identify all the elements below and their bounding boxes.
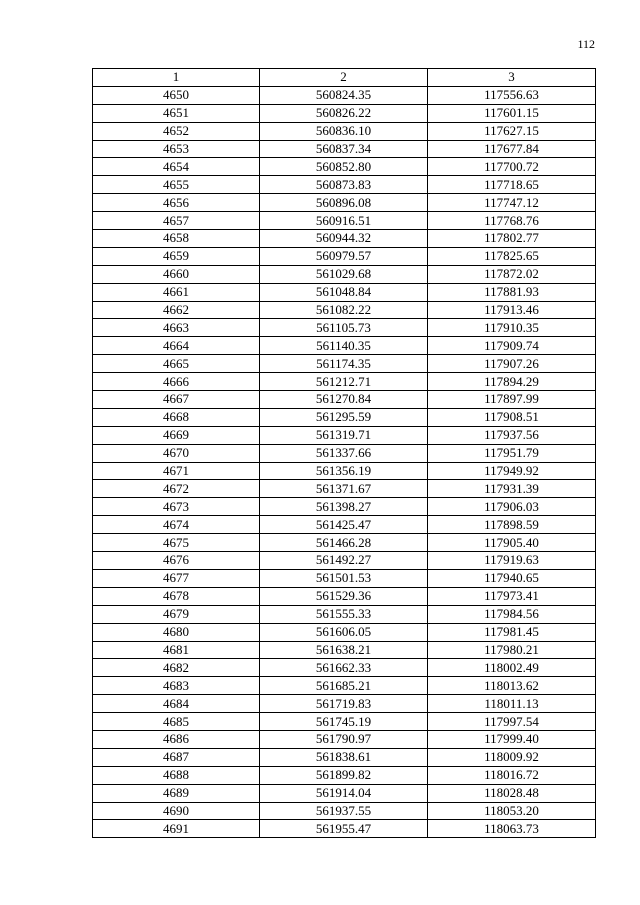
y-coordinate-cell: 118016.72 xyxy=(428,766,596,784)
y-coordinate-cell: 118028.48 xyxy=(428,784,596,802)
table-row xyxy=(93,623,596,641)
table-header-row xyxy=(93,69,596,87)
x-coordinate-cell: 561606.05 xyxy=(260,623,428,641)
point-number-cell: 4689 xyxy=(93,784,260,802)
x-coordinate-cell: 561398.27 xyxy=(260,498,428,516)
table-row xyxy=(93,569,596,587)
table-row xyxy=(93,158,596,176)
x-coordinate-cell: 561745.19 xyxy=(260,713,428,731)
point-number-cell: 4691 xyxy=(93,820,260,838)
table-row xyxy=(93,247,596,265)
point-number-cell: 4656 xyxy=(93,194,260,212)
table-row xyxy=(93,355,596,373)
x-coordinate-cell: 561937.55 xyxy=(260,802,428,820)
x-coordinate-cell: 561371.67 xyxy=(260,480,428,498)
point-number-cell: 4658 xyxy=(93,230,260,248)
x-coordinate-cell: 561140.35 xyxy=(260,337,428,355)
x-coordinate-cell: 561356.19 xyxy=(260,462,428,480)
x-coordinate-cell: 560837.34 xyxy=(260,140,428,158)
x-coordinate-cell: 561719.83 xyxy=(260,695,428,713)
x-coordinate-cell: 561662.33 xyxy=(260,659,428,677)
point-number-cell: 4654 xyxy=(93,158,260,176)
table-row xyxy=(93,122,596,140)
y-coordinate-cell: 117601.15 xyxy=(428,104,596,122)
y-coordinate-cell: 118011.13 xyxy=(428,695,596,713)
y-coordinate-cell: 117907.26 xyxy=(428,355,596,373)
x-coordinate-cell: 561425.47 xyxy=(260,516,428,534)
point-number-cell: 4686 xyxy=(93,730,260,748)
point-number-cell: 4685 xyxy=(93,713,260,731)
x-coordinate-cell: 560826.22 xyxy=(260,104,428,122)
y-coordinate-cell: 117931.39 xyxy=(428,480,596,498)
y-coordinate-cell: 117894.29 xyxy=(428,373,596,391)
table-row xyxy=(93,176,596,194)
x-coordinate-cell: 561914.04 xyxy=(260,784,428,802)
y-coordinate-cell: 118053.20 xyxy=(428,802,596,820)
x-coordinate-cell: 561638.21 xyxy=(260,641,428,659)
point-number-cell: 4673 xyxy=(93,498,260,516)
point-number-cell: 4665 xyxy=(93,355,260,373)
y-coordinate-cell: 117913.46 xyxy=(428,301,596,319)
x-coordinate-cell: 561337.66 xyxy=(260,444,428,462)
x-coordinate-cell: 561270.84 xyxy=(260,391,428,409)
table-row xyxy=(93,552,596,570)
y-coordinate-cell: 117768.76 xyxy=(428,212,596,230)
x-coordinate-cell: 561029.68 xyxy=(260,265,428,283)
point-number-cell: 4687 xyxy=(93,748,260,766)
y-coordinate-cell: 117910.35 xyxy=(428,319,596,337)
point-number-cell: 4664 xyxy=(93,337,260,355)
point-number-cell: 4683 xyxy=(93,677,260,695)
point-number-cell: 4651 xyxy=(93,104,260,122)
point-number-cell: 4663 xyxy=(93,319,260,337)
column-header-2: 2 xyxy=(260,69,428,87)
point-number-cell: 4674 xyxy=(93,516,260,534)
x-coordinate-cell: 561105.73 xyxy=(260,319,428,337)
y-coordinate-cell: 117919.63 xyxy=(428,552,596,570)
table-row xyxy=(93,301,596,319)
y-coordinate-cell: 117677.84 xyxy=(428,140,596,158)
table-row xyxy=(93,820,596,838)
table-row xyxy=(93,766,596,784)
x-coordinate-cell: 561082.22 xyxy=(260,301,428,319)
x-coordinate-cell: 561295.59 xyxy=(260,408,428,426)
y-coordinate-cell: 117997.54 xyxy=(428,713,596,731)
point-number-cell: 4675 xyxy=(93,534,260,552)
y-coordinate-cell: 117898.59 xyxy=(428,516,596,534)
table-row xyxy=(93,86,596,104)
point-number-cell: 4688 xyxy=(93,766,260,784)
column-header-1: 1 xyxy=(93,69,260,87)
y-coordinate-cell: 117949.92 xyxy=(428,462,596,480)
y-coordinate-cell: 117999.40 xyxy=(428,730,596,748)
page-number: 112 xyxy=(577,37,595,51)
y-coordinate-cell: 117984.56 xyxy=(428,605,596,623)
y-coordinate-cell: 118009.92 xyxy=(428,748,596,766)
x-coordinate-cell: 560944.32 xyxy=(260,230,428,248)
table-row xyxy=(93,391,596,409)
y-coordinate-cell: 117937.56 xyxy=(428,426,596,444)
x-coordinate-cell: 561212.71 xyxy=(260,373,428,391)
point-number-cell: 4666 xyxy=(93,373,260,391)
y-coordinate-cell: 117981.45 xyxy=(428,623,596,641)
x-coordinate-cell: 560836.10 xyxy=(260,122,428,140)
y-coordinate-cell: 117905.40 xyxy=(428,534,596,552)
point-number-cell: 4690 xyxy=(93,802,260,820)
y-coordinate-cell: 118002.49 xyxy=(428,659,596,677)
point-number-cell: 4650 xyxy=(93,86,260,104)
table-row xyxy=(93,498,596,516)
table-row xyxy=(93,265,596,283)
x-coordinate-cell: 561899.82 xyxy=(260,766,428,784)
table-row xyxy=(93,373,596,391)
x-coordinate-cell: 560824.35 xyxy=(260,86,428,104)
x-coordinate-cell: 561174.35 xyxy=(260,355,428,373)
x-coordinate-cell: 560916.51 xyxy=(260,212,428,230)
point-number-cell: 4659 xyxy=(93,247,260,265)
table-body xyxy=(93,86,596,837)
x-coordinate-cell: 561492.27 xyxy=(260,552,428,570)
table-row xyxy=(93,426,596,444)
point-number-cell: 4667 xyxy=(93,391,260,409)
table-row xyxy=(93,695,596,713)
x-coordinate-cell: 561955.47 xyxy=(260,820,428,838)
y-coordinate-cell: 117825.65 xyxy=(428,247,596,265)
table-row xyxy=(93,516,596,534)
y-coordinate-cell: 117980.21 xyxy=(428,641,596,659)
table-row xyxy=(93,713,596,731)
table-row xyxy=(93,730,596,748)
point-number-cell: 4672 xyxy=(93,480,260,498)
x-coordinate-cell: 560873.83 xyxy=(260,176,428,194)
point-number-cell: 4680 xyxy=(93,623,260,641)
table-row xyxy=(93,605,596,623)
point-number-cell: 4661 xyxy=(93,283,260,301)
x-coordinate-cell: 560852.80 xyxy=(260,158,428,176)
y-coordinate-cell: 117951.79 xyxy=(428,444,596,462)
x-coordinate-cell: 561790.97 xyxy=(260,730,428,748)
point-number-cell: 4677 xyxy=(93,569,260,587)
table-row xyxy=(93,444,596,462)
point-number-cell: 4670 xyxy=(93,444,260,462)
y-coordinate-cell: 117906.03 xyxy=(428,498,596,516)
y-coordinate-cell: 117556.63 xyxy=(428,86,596,104)
table-row xyxy=(93,212,596,230)
point-number-cell: 4682 xyxy=(93,659,260,677)
table-row xyxy=(93,802,596,820)
y-coordinate-cell: 117909.74 xyxy=(428,337,596,355)
x-coordinate-cell: 561838.61 xyxy=(260,748,428,766)
x-coordinate-cell: 561555.33 xyxy=(260,605,428,623)
point-number-cell: 4662 xyxy=(93,301,260,319)
x-coordinate-cell: 561685.21 xyxy=(260,677,428,695)
x-coordinate-cell: 561501.53 xyxy=(260,569,428,587)
point-number-cell: 4681 xyxy=(93,641,260,659)
table-row xyxy=(93,408,596,426)
table-row xyxy=(93,230,596,248)
y-coordinate-cell: 117718.65 xyxy=(428,176,596,194)
point-number-cell: 4671 xyxy=(93,462,260,480)
table-row xyxy=(93,194,596,212)
table-row xyxy=(93,462,596,480)
x-coordinate-cell: 560896.08 xyxy=(260,194,428,212)
coordinates-table xyxy=(92,68,596,838)
y-coordinate-cell: 117802.77 xyxy=(428,230,596,248)
x-coordinate-cell: 561048.84 xyxy=(260,283,428,301)
point-number-cell: 4676 xyxy=(93,552,260,570)
x-coordinate-cell: 561466.28 xyxy=(260,534,428,552)
y-coordinate-cell: 117973.41 xyxy=(428,587,596,605)
table-row xyxy=(93,104,596,122)
y-coordinate-cell: 117908.51 xyxy=(428,408,596,426)
y-coordinate-cell: 117700.72 xyxy=(428,158,596,176)
table-row xyxy=(93,748,596,766)
point-number-cell: 4679 xyxy=(93,605,260,623)
x-coordinate-cell: 561319.71 xyxy=(260,426,428,444)
y-coordinate-cell: 117940.65 xyxy=(428,569,596,587)
point-number-cell: 4655 xyxy=(93,176,260,194)
y-coordinate-cell: 118013.62 xyxy=(428,677,596,695)
point-number-cell: 4669 xyxy=(93,426,260,444)
point-number-cell: 4657 xyxy=(93,212,260,230)
point-number-cell: 4660 xyxy=(93,265,260,283)
x-coordinate-cell: 560979.57 xyxy=(260,247,428,265)
y-coordinate-cell: 118063.73 xyxy=(428,820,596,838)
x-coordinate-cell: 561529.36 xyxy=(260,587,428,605)
y-coordinate-cell: 117897.99 xyxy=(428,391,596,409)
point-number-cell: 4684 xyxy=(93,695,260,713)
column-header-3: 3 xyxy=(428,69,596,87)
table-row xyxy=(93,659,596,677)
y-coordinate-cell: 117881.93 xyxy=(428,283,596,301)
table-row xyxy=(93,534,596,552)
table-row xyxy=(93,784,596,802)
point-number-cell: 4653 xyxy=(93,140,260,158)
point-number-cell: 4678 xyxy=(93,587,260,605)
table-row xyxy=(93,677,596,695)
table-row xyxy=(93,140,596,158)
y-coordinate-cell: 117872.02 xyxy=(428,265,596,283)
table-row xyxy=(93,283,596,301)
table-row xyxy=(93,641,596,659)
point-number-cell: 4652 xyxy=(93,122,260,140)
y-coordinate-cell: 117627.15 xyxy=(428,122,596,140)
y-coordinate-cell: 117747.12 xyxy=(428,194,596,212)
table-row xyxy=(93,480,596,498)
table-row xyxy=(93,337,596,355)
table-row xyxy=(93,587,596,605)
table-row xyxy=(93,319,596,337)
point-number-cell: 4668 xyxy=(93,408,260,426)
